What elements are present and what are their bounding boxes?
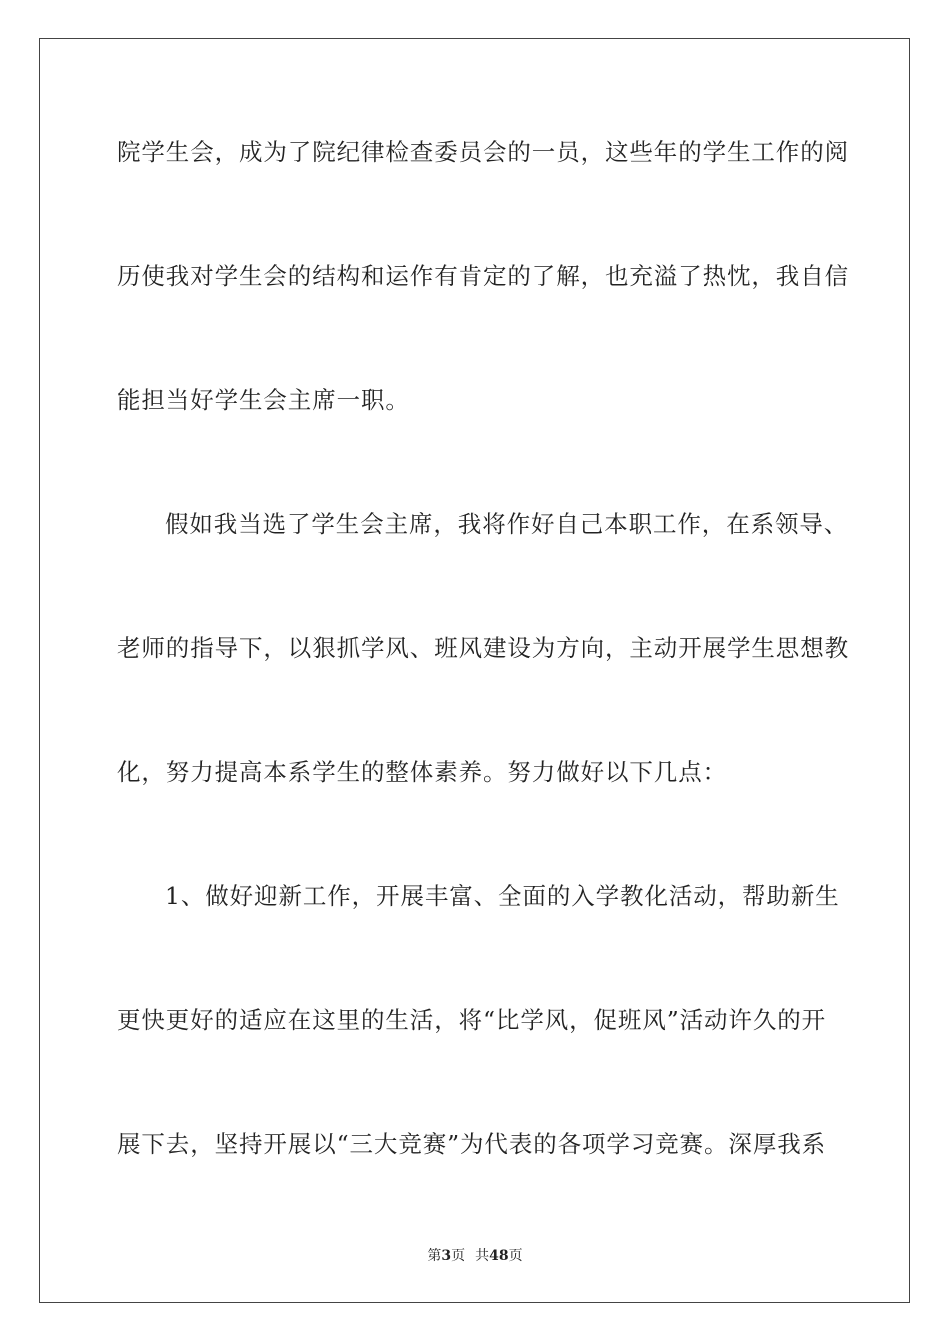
page-suffix: 页 (451, 1248, 466, 1264)
paragraph-3-line-3: 展下去，坚持开展以“三大竞赛”为代表的各项学习竞赛。深厚我系 (117, 1130, 827, 1158)
total-prefix: 共 (475, 1248, 490, 1264)
text-line-3: 能担当好学生会主席一职。 (117, 386, 410, 414)
page-border (39, 38, 910, 1303)
current-page-number: 3 (441, 1248, 452, 1264)
text-line-2: 历使我对学生会的结构和运作有肯定的了解，也充溢了热忱，我自信 (117, 262, 849, 290)
paragraph-2-line-3: 化，努力提高本系学生的整体素养。努力做好以下几点： (117, 758, 727, 786)
paragraph-3-line-2: 更快更好的适应在这里的生活，将“比学风，促班风”活动许久的开 (117, 1006, 827, 1034)
total-suffix: 页 (508, 1248, 523, 1264)
paragraph-3-line-1: 1、做好迎新工作，开展丰富、全面的入学教化活动，帮助新生 (165, 882, 840, 910)
total-pages-number: 48 (489, 1248, 509, 1264)
text-line-1: 院学生会，成为了院纪律检查委员会的一员，这些年的学生工作的阅 (117, 138, 849, 166)
paragraph-2-line-2: 老师的指导下，以狠抓学风、班风建设为方向，主动开展学生思想教 (117, 634, 849, 662)
page-prefix: 第 (427, 1248, 442, 1264)
paragraph-2-line-1: 假如我当选了学生会主席，我将作好自己本职工作，在系领导、 (165, 510, 849, 538)
page-footer (0, 1247, 950, 1265)
